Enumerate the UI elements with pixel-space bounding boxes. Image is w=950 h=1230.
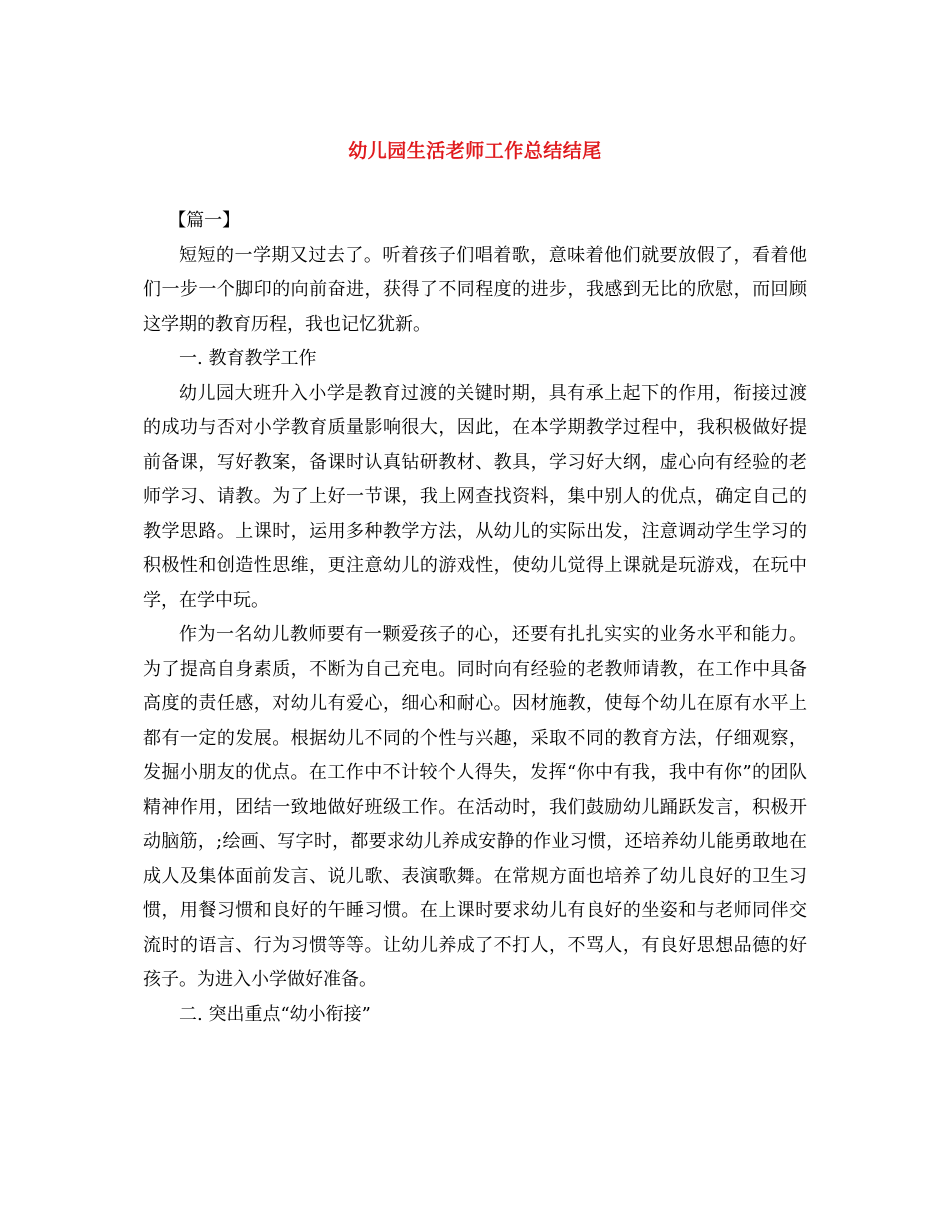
section-tag: 【篇一】 [168, 210, 241, 231]
teacher-paragraph: 作为一名幼儿教师要有一颗爱孩子的心，还要有扎扎实实的业务水平和能力。为了提高自身素质，不断为自己充电。同时向有经验的老教师请教，在工作中具备高度的责任感，对幼儿有爱心，细心和耐心。因材施教，使每个幼儿在原有水平上都有一定的发展。根据幼儿不同的个性与兴趣，采取不同的教育方法，仔细观察，发掘小朋友的优点。在工作中不计较个人得失，发挥“你中有我，我中有你”的团队精神作用，团结一致地做好班级工作。在活动时，我们鼓励幼儿踊跃发言，积极开动脑筋，;绘画、写字时，都要求幼儿养成安静的作业习惯，还培养幼儿能勇敢地在成人及集体面前发言、说儿歌、表演歌舞。在常规方面也培养了幼儿良好的卫生习惯，用餐习惯和良好的午睡习惯。在上课时要求幼儿有良好的坐姿和与老师同伴交流时的语言、行为习惯等等。让幼儿养成了不打人，不骂人，有良好思想品德的好孩子。为进入小学做好准备。 [143, 624, 807, 990]
document-body [143, 204, 807, 1032]
intro-paragraph: 短短的一学期又过去了。听着孩子们唱着歌，意味着他们就要放假了，看着他们一步一个脚印的向前奋进，获得了不同程度的进步，我感到无比的欣慰，而回顾这学期的教育历程，我也记忆犹新。 [143, 244, 807, 335]
teaching-paragraph: 幼儿园大班升入小学是教育过渡的关键时期，具有承上起下的作用，衔接过渡的成功与否对小学教育质量影响很大，因此，在本学期教学过程中，我积极做好提前备课，写好教案，备课时认真钻研教材、教具，学习好大纲，虚心向有经验的老师学习、请教。为了上好一节课，我上网查找资料，集中别人的优点，确定自己的教学思路。上课时，运用多种教学方法，从幼儿的实际出发，注意调动学生学习的积极性和创造性思维，更注意幼儿的游戏性，使幼儿觉得上课就是玩游戏，在玩中学，在学中玩。 [143, 382, 807, 611]
section-heading-1: 一. 教育教学工作 [179, 348, 317, 369]
document-title: 幼儿园生活老师工作总结结尾 [348, 140, 602, 162]
section-heading-2: 二. 突出重点“幼小衔接” [179, 1003, 371, 1025]
